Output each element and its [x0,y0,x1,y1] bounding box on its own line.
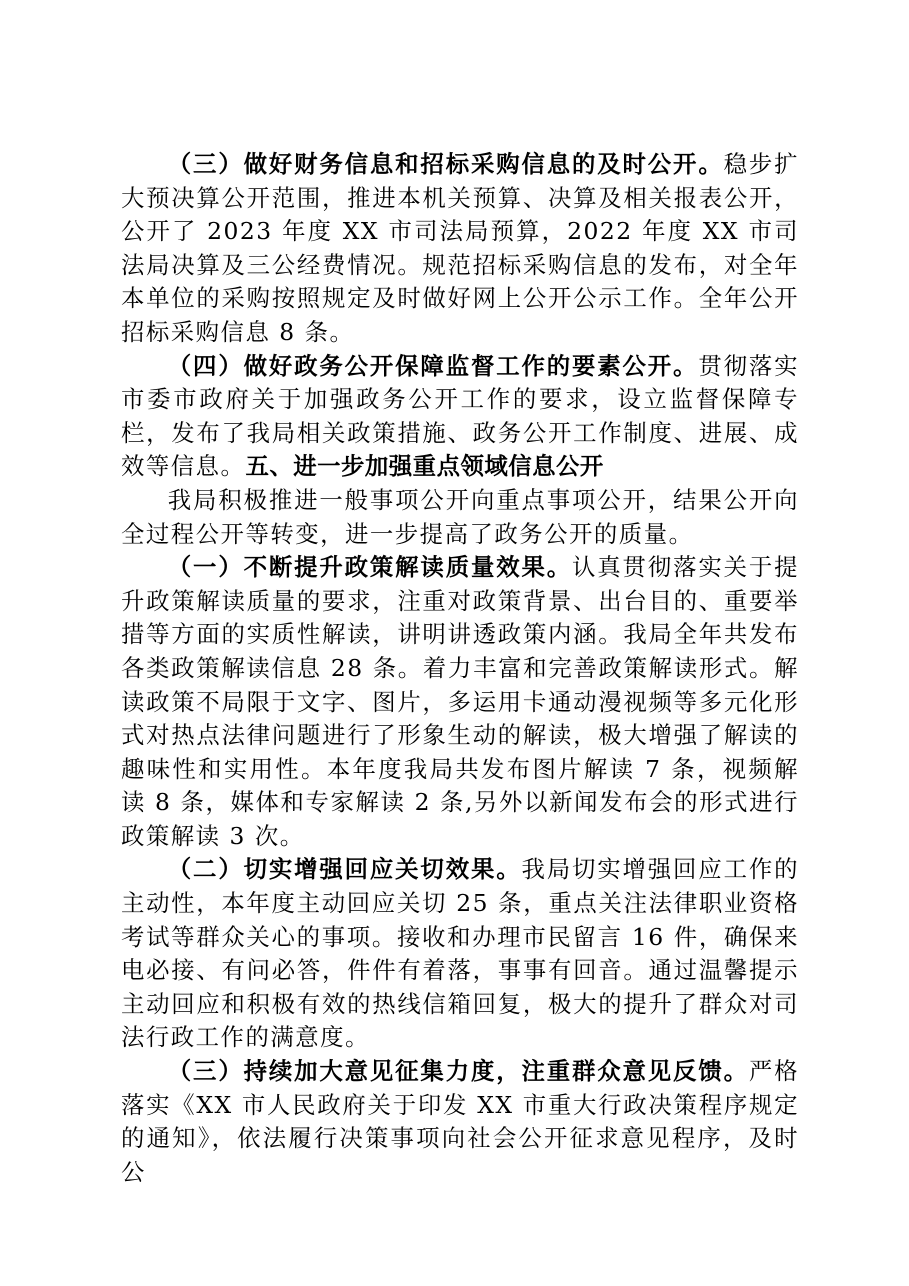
paragraph-lead: （四）做好政务公开保障监督工作的要素公开。 [167,351,699,380]
paragraph-policy-interpretation [121,551,799,853]
section-heading: 五、进一步加强重点领域信息公开 [245,452,604,481]
paragraph-text: 认真贯彻落实关于提升政策解读质量的要求，注重对政策背景、出台目的、重要举措等方面的实质性解读，讲明讲透政策内涵。我局全年共发布各类政策解读信息 28 条。着力丰富和完善政策解读形式。解读政策不局限于文字、图片，多运用卡通动漫视频等多元化形式对热点法律问题进行了形象生动的解读，极大增强了解读的趣味性和实用性。本年度我局共发布图片解读 7 条，视频解读 8 条，媒体和专家解读 2 条,另外以新闻发布会的形式进行政策解读 3 次。 [121,553,800,850]
paragraph-supervision [121,350,799,484]
paragraph-response [121,853,799,1055]
paragraph-text: 我局切实增强回应工作的主动性，本年度主动回应关切 25 条，重点关注法律职业资格考试等群众关心的事项。接收和办理市民留言 16 件，确保来电必接、有问必答，件件有着落，事事有回音。通过温馨提示主动回应和积极有效的热线信箱回复，极大的提升了群众对司法行政工作的满意度。 [121,855,800,1052]
paragraph-text: 稳步扩大预决算公开范围，推进本机关预算、决算及相关报表公开，公开了 2023 年度 XX 市司法局预算，2022 年度 XX 市司法局决算及三公经费情况。规范招标采购信息的发布，对全年本单位的采购按照规定及时做好网上公开公示工作。全年公开招标采购信息 8 条。 [121,150,800,346]
paragraph-lead: （一）不断提升政策解读质量效果。 [167,553,573,582]
paragraph-lead: （三）持续加大意见征集力度，注重群众意见反馈。 [167,1057,749,1086]
paragraph-lead: （三）做好财务信息和招标采购信息的及时公开。 [167,150,724,178]
paragraph-text: 严格落实《XX 市人民政府关于印发 XX 市重大行政决策程序规定的通知》，依法履行决策事项向社会公开征求意见程序，及时公 [121,1057,800,1186]
paragraph-finance-procurement [121,148,799,350]
paragraph-text: 贯彻落实市委市政府关于加强政务公开工作的要求，设立监督保障专栏，发布了我局相关政策措施、政务公开工作制度、进展、成效等信息。 [121,351,800,481]
paragraph-opinion-collection [121,1055,799,1189]
paragraph-text: 我局积极推进一般事项公开向重点事项公开，结果公开向全过程公开等转变，进一步提高了政务公开的质量。 [121,485,799,548]
paragraph-section-intro [121,484,799,551]
paragraph-lead: （二）切实增强回应关切效果。 [167,855,522,884]
document-body [121,148,799,1189]
